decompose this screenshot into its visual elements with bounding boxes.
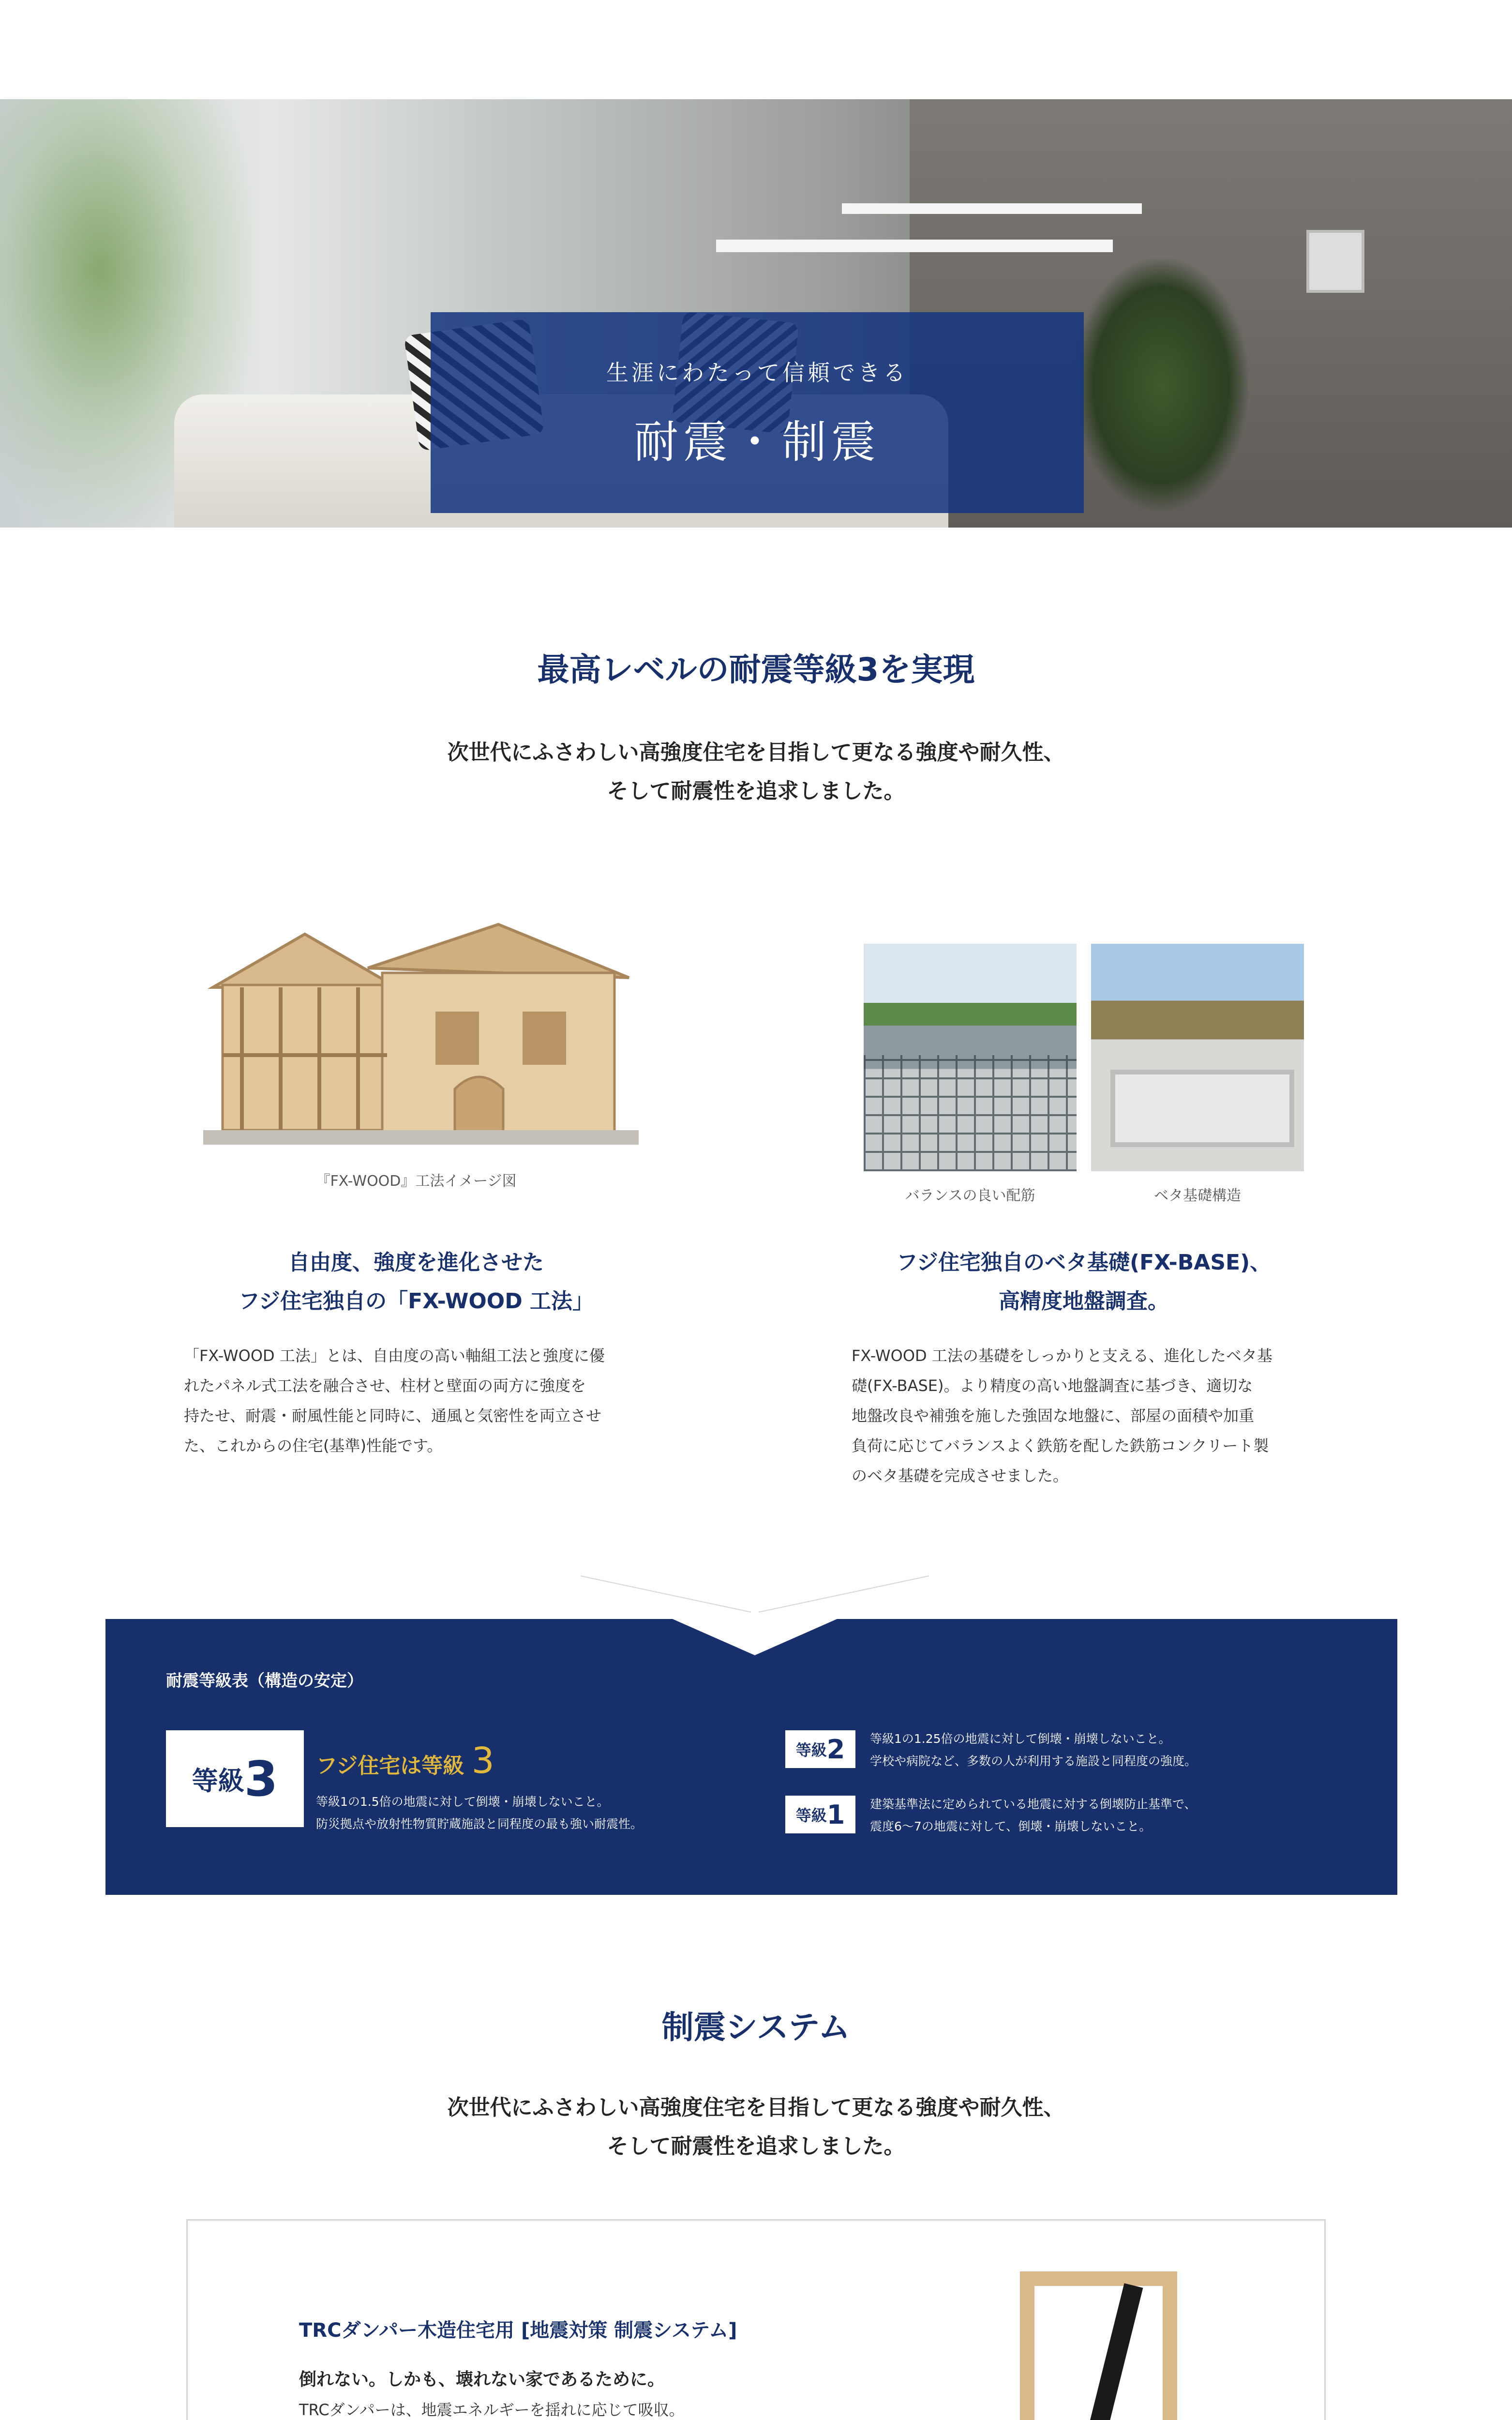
hero-subtitle: 生涯にわたって信頼できる [606, 359, 908, 386]
fx-wood-house-illustration [184, 905, 648, 1157]
hero-wall-switch [1306, 230, 1364, 293]
fx-wood-text-line: 持たせ、耐震・耐風性能と同時に、通風と気密性を両立させ [184, 1407, 602, 1425]
fx-base-text-line: 礎(FX-BASE)。より精度の高い地盤調査に基づき、適切な [852, 1376, 1253, 1395]
grade2-desc-line: 学校や病院など、多数の人が利用する施設と同程度の強度。 [870, 1754, 1197, 1768]
grade1-badge [785, 1796, 855, 1833]
trc-title: TRCダンパー木造住宅用 [地震対策 制震システム] [299, 2319, 737, 2342]
grade2-word: 等級 [795, 1741, 827, 1759]
trc-damper-box [186, 2219, 1326, 2420]
grade3-description [316, 1791, 643, 1835]
base-foundation-photo [1091, 944, 1304, 1171]
section2-heading: 制震システム [661, 2009, 851, 2046]
fx-wood-text-line: 「FX-WOOD 工法」とは、自由度の高い軸組工法と強度に優 [184, 1346, 605, 1365]
fx-wood-subheading-line2: フジ住宅独自の「FX-WOOD 工法」 [238, 1289, 594, 1314]
fuji-grade-label [316, 1740, 494, 1782]
hero-plant [1074, 259, 1248, 511]
fx-wood-text-line: た、これからの住宅(基準)性能です。 [184, 1437, 443, 1455]
fx-base-subheading-line1: フジ住宅独自のベタ基礎(FX-BASE)、 [896, 1250, 1272, 1275]
fuji-grade-number: 3 [471, 1740, 494, 1782]
hero-banner [0, 99, 1512, 528]
fx-base-paragraph [852, 1341, 1364, 1491]
trc-body [299, 2395, 793, 2420]
band-notch [673, 1619, 837, 1655]
rebar-photo [864, 944, 1077, 1171]
fx-base-text-line: 地盤改良や補強を施した強固な地盤に、部屋の面積や加重 [852, 1407, 1255, 1425]
fuji-grade-text: フジ住宅は等級 [316, 1754, 464, 1778]
grade1-number: 1 [826, 1799, 845, 1830]
rating-title: 耐震等級表（構造の安定） [166, 1671, 363, 1691]
grade2-badge [785, 1730, 855, 1768]
grade3-desc-line: 等級1の1.5倍の地震に対して倒壊・崩壊しないこと。 [316, 1795, 609, 1809]
trc-body-line: TRCダンパーは、地震エネルギーを揺れに応じて吸収。 [299, 2401, 685, 2419]
fx-wood-text-line: れたパネル式工法を融合させ、柱材と壁面の両方に強度を [184, 1376, 586, 1395]
grade2-desc-line: 等級1の1.25倍の地震に対して倒壊・崩壊しないこと。 [870, 1732, 1171, 1746]
fx-base-text-line: 負荷に応じてバランスよく鉄筋を配した鉄筋コンクリート製 [852, 1437, 1269, 1455]
trc-bold-line: 倒れない。しかも、壊れない家であるために。 [299, 2370, 665, 2390]
fx-base-text-line: FX-WOOD 工法の基礎をしっかりと支える、進化したベタ基 [852, 1346, 1272, 1365]
section1-heading: 最高レベルの耐震等級3を実現 [537, 651, 975, 688]
grade3-desc-line: 防災拠点や放射性物質貯蔵施設と同程度の最も強い耐震性。 [316, 1817, 643, 1831]
trc-damper-frame-image [1020, 2271, 1177, 2420]
fx-base-text-line: のベタ基礎を完成させました。 [852, 1467, 1069, 1485]
grade3-badge [166, 1730, 304, 1827]
hero-title: 耐震・制震 [633, 416, 881, 468]
divider-line-left [581, 1575, 751, 1613]
grade1-desc-line: 建築基準法に定められている地震に対する倒壊防止基準で、 [870, 1797, 1197, 1811]
base-caption: ベタ基礎構造 [1154, 1187, 1241, 1204]
section2-lead-line2: そして耐震性を追求しました。 [607, 2134, 905, 2159]
divider-line-right [759, 1575, 929, 1613]
fx-wood-paragraph [184, 1341, 697, 1461]
grade3-number: 3 [244, 1750, 278, 1807]
grade1-desc-line: 震度6〜7の地震に対して、倒壊・崩壊しないこと。 [870, 1819, 1152, 1833]
fx-base-subheading-line2: 高精度地盤調査。 [999, 1289, 1169, 1314]
hero-shelf [716, 240, 1113, 252]
grade1-description [870, 1793, 1197, 1838]
fx-wood-caption: 『FX-WOOD』工法イメージ図 [315, 1173, 517, 1190]
grade2-number: 2 [826, 1734, 845, 1765]
hero-title-box [431, 312, 1084, 513]
hero-shelf-upper [842, 203, 1142, 214]
grade2-description [870, 1728, 1197, 1772]
section2-lead-line1: 次世代にふさわしい高強度住宅を目指して更なる強度や耐久性、 [447, 2095, 1065, 2120]
section1-lead-line1: 次世代にふさわしい高強度住宅を目指して更なる強度や耐久性、 [447, 740, 1065, 765]
fx-wood-subheading-line1: 自由度、強度を進化させた [288, 1250, 544, 1275]
rebar-caption: バランスの良い配筋 [905, 1187, 1035, 1204]
section1-lead-line2: そして耐震性を追求しました。 [607, 779, 905, 803]
seismic-rating-table [105, 1619, 1397, 1895]
grade1-word: 等級 [795, 1806, 827, 1825]
grade3-word: 等級 [192, 1765, 244, 1796]
